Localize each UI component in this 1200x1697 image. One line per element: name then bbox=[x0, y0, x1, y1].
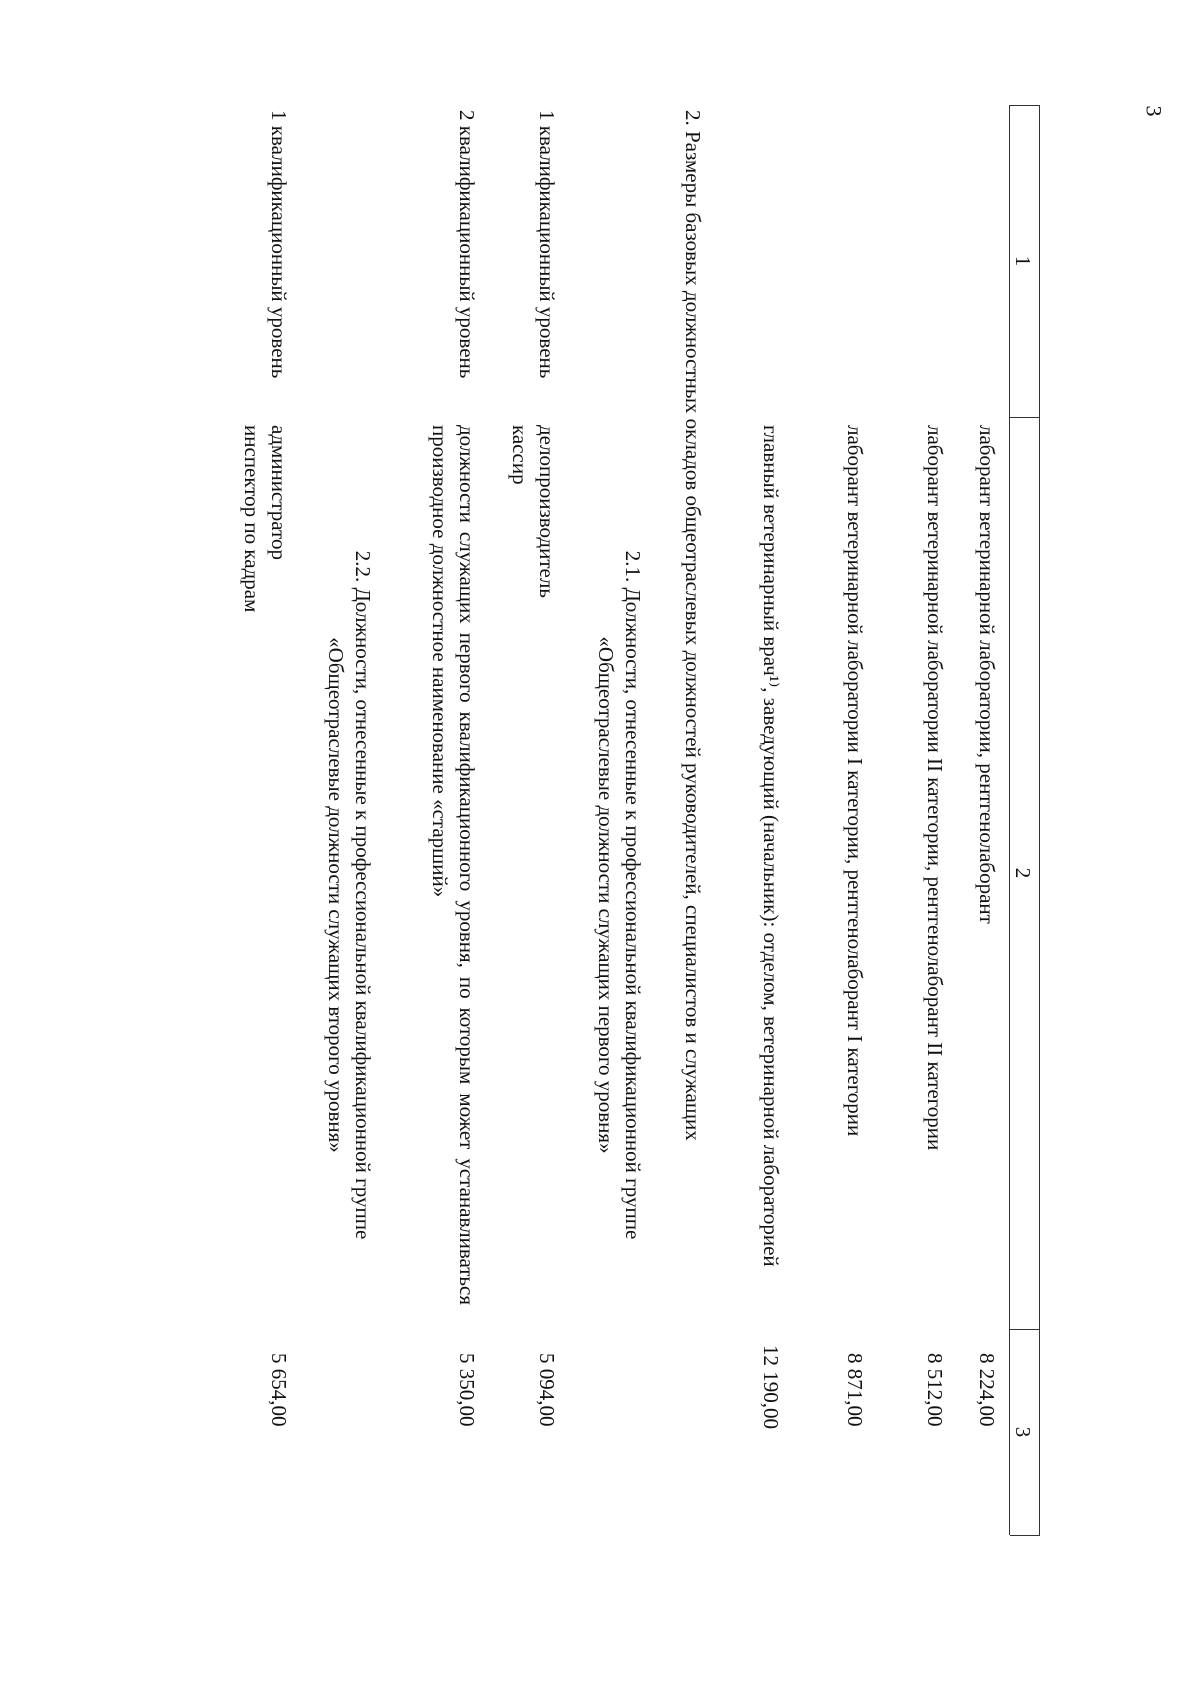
position-text: должности служащих первого квалификационного уровня, по которым может устанавливаться производное должностное наименование «старший» bbox=[428, 425, 479, 1305]
page-number: 3 bbox=[1141, 105, 1167, 117]
section-title: 2. Размеры базовых должностных окладов общеотраслевых должностей руководителей, специалистов и служащих bbox=[681, 110, 705, 1141]
header-col-3: 3 bbox=[1011, 1426, 1035, 1438]
position-text: администратор инспектор по кадрам bbox=[240, 425, 291, 613]
header-divider bbox=[1010, 1535, 1040, 1536]
header-col-2: 2 bbox=[1011, 867, 1035, 879]
position-text: лаборант ветеринарной лаборатории II категории, рентгенолаборант II категории bbox=[923, 425, 947, 1151]
group-title-line: «Общеотраслевые должности служащих первого уровня» bbox=[594, 636, 618, 1154]
header-top-rule bbox=[1039, 105, 1040, 1535]
rotated-table-page bbox=[220, 105, 1040, 1535]
group-title bbox=[592, 405, 646, 1385]
salary-value: 12 190,00 bbox=[759, 1345, 783, 1429]
group-title bbox=[322, 405, 376, 1385]
salary-value: 8 224,00 bbox=[975, 1353, 999, 1427]
salary-value: 5 654,00 bbox=[267, 1353, 291, 1427]
group-title-line: 2.1. Должности, отнесенные к профессиональной квалификационной группе bbox=[621, 550, 645, 1240]
salary-value: 5 350,00 bbox=[455, 1353, 479, 1427]
header-col-1: 1 bbox=[1011, 255, 1035, 267]
position-text: лаборант ветеринарной лаборатории I категории, рентгенолаборант I категории bbox=[843, 425, 867, 1137]
qualification-level: 1 квалификационный уровень bbox=[535, 110, 559, 379]
group-title-line: 2.2. Должности, отнесенные к профессиональной квалификационной группе bbox=[351, 550, 375, 1240]
position-text: делопроизводитель кассир bbox=[508, 425, 559, 598]
salary-value: 8 871,00 bbox=[843, 1353, 867, 1427]
qualification-level: 1 квалификационный уровень bbox=[267, 110, 291, 379]
salary-value: 8 512,00 bbox=[923, 1353, 947, 1427]
group-title-line: «Общеотраслевые должности служащих второго уровня» bbox=[324, 637, 348, 1153]
position-text: главный ветеринарный врач¹⁾, заведующий (начальник): отделом, ветеринарной лабораторией bbox=[759, 425, 783, 1267]
qualification-level: 2 квалификационный уровень bbox=[455, 110, 479, 379]
position-text: лаборант ветеринарной лаборатории, рентгенолаборант bbox=[975, 425, 999, 924]
salary-value: 5 094,00 bbox=[535, 1353, 559, 1427]
